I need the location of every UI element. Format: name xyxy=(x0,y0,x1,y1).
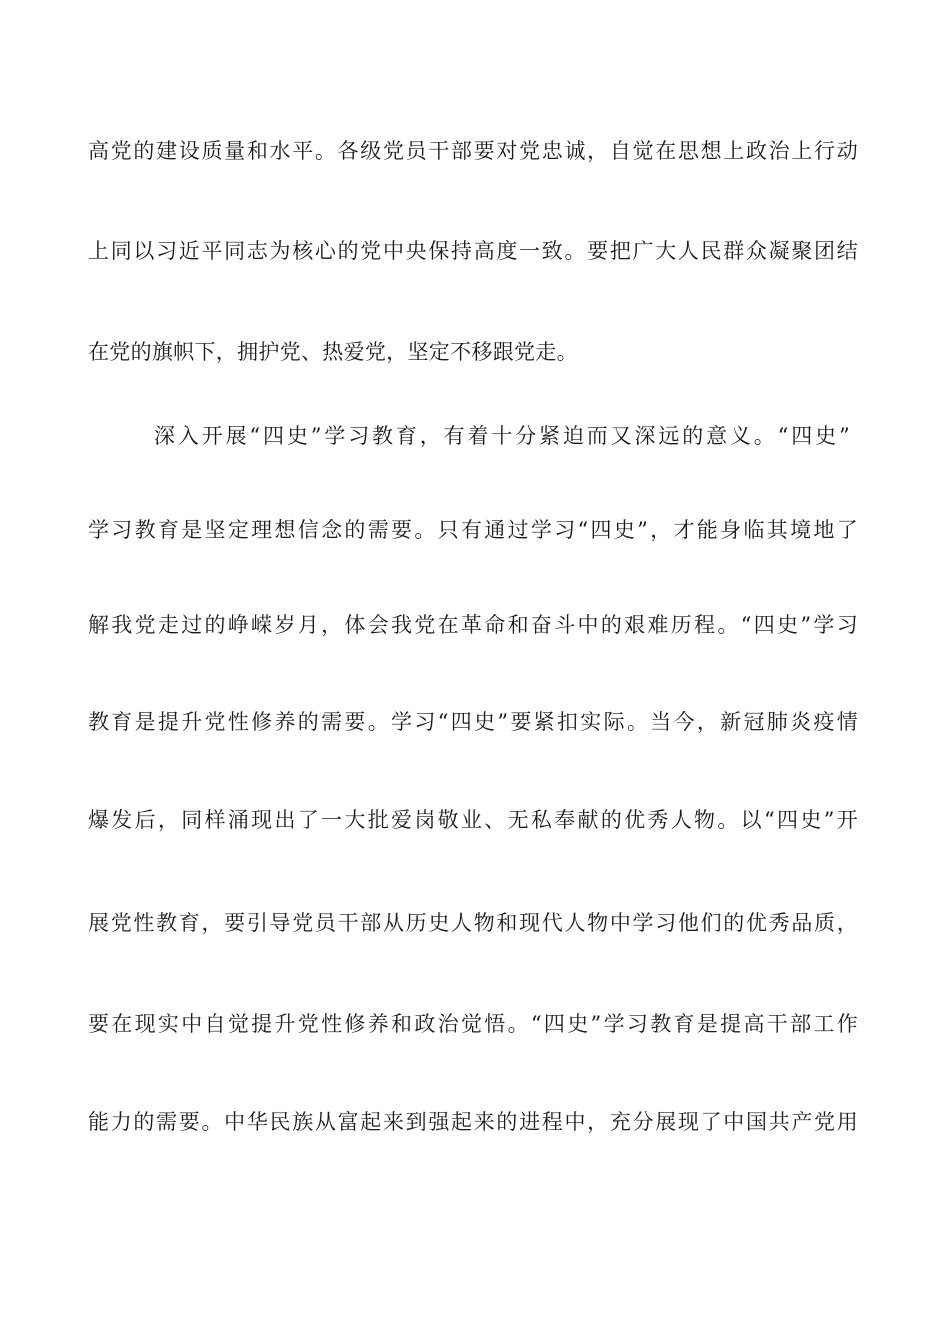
paragraph-line: 要在现实中自觉提升党性修养和政治觉悟。“四史”学习教育是提高干部工作 xyxy=(88,1012,858,1036)
paragraph-line: 高党的建设质量和水平。各级党员干部要对党忠诚，自觉在思想上政治上行动 xyxy=(88,139,858,163)
paragraph-line: 爆发后，同样涌现出了一大批爱岗敬业、无私奉献的优秀人物。以“四史”开 xyxy=(88,808,858,832)
paragraph-line: 解我党走过的峥嵘岁月，体会我党在革命和奋斗中的艰难历程。“四史”学习 xyxy=(88,613,858,637)
paragraph-line: 教育是提升党性修养的需要。学习“四史”要紧扣实际。当今，新冠肺炎疫情 xyxy=(88,710,858,734)
paragraph-line: 能力的需要。中华民族从富起来到强起来的进程中，充分展现了中国共产党用 xyxy=(88,1110,858,1134)
paragraph-line: 展党性教育，要引导党员干部从历史人物和现代人物中学习他们的优秀品质， xyxy=(88,911,858,935)
paragraph-line: 在党的旗帜下，拥护党、热爱党，坚定不移跟党走。 xyxy=(88,340,578,364)
paragraph-first-line: 深入开展“四史”学习教育，有着十分紧迫而又深远的意义。“四史” xyxy=(154,424,850,448)
paragraph-line: 上同以习近平同志为核心的党中央保持高度一致。要把广大人民群众凝聚团结 xyxy=(88,239,858,263)
paragraph-line: 学习教育是坚定理想信念的需要。只有通过学习“四史”，才能身临其境地了 xyxy=(88,518,858,542)
